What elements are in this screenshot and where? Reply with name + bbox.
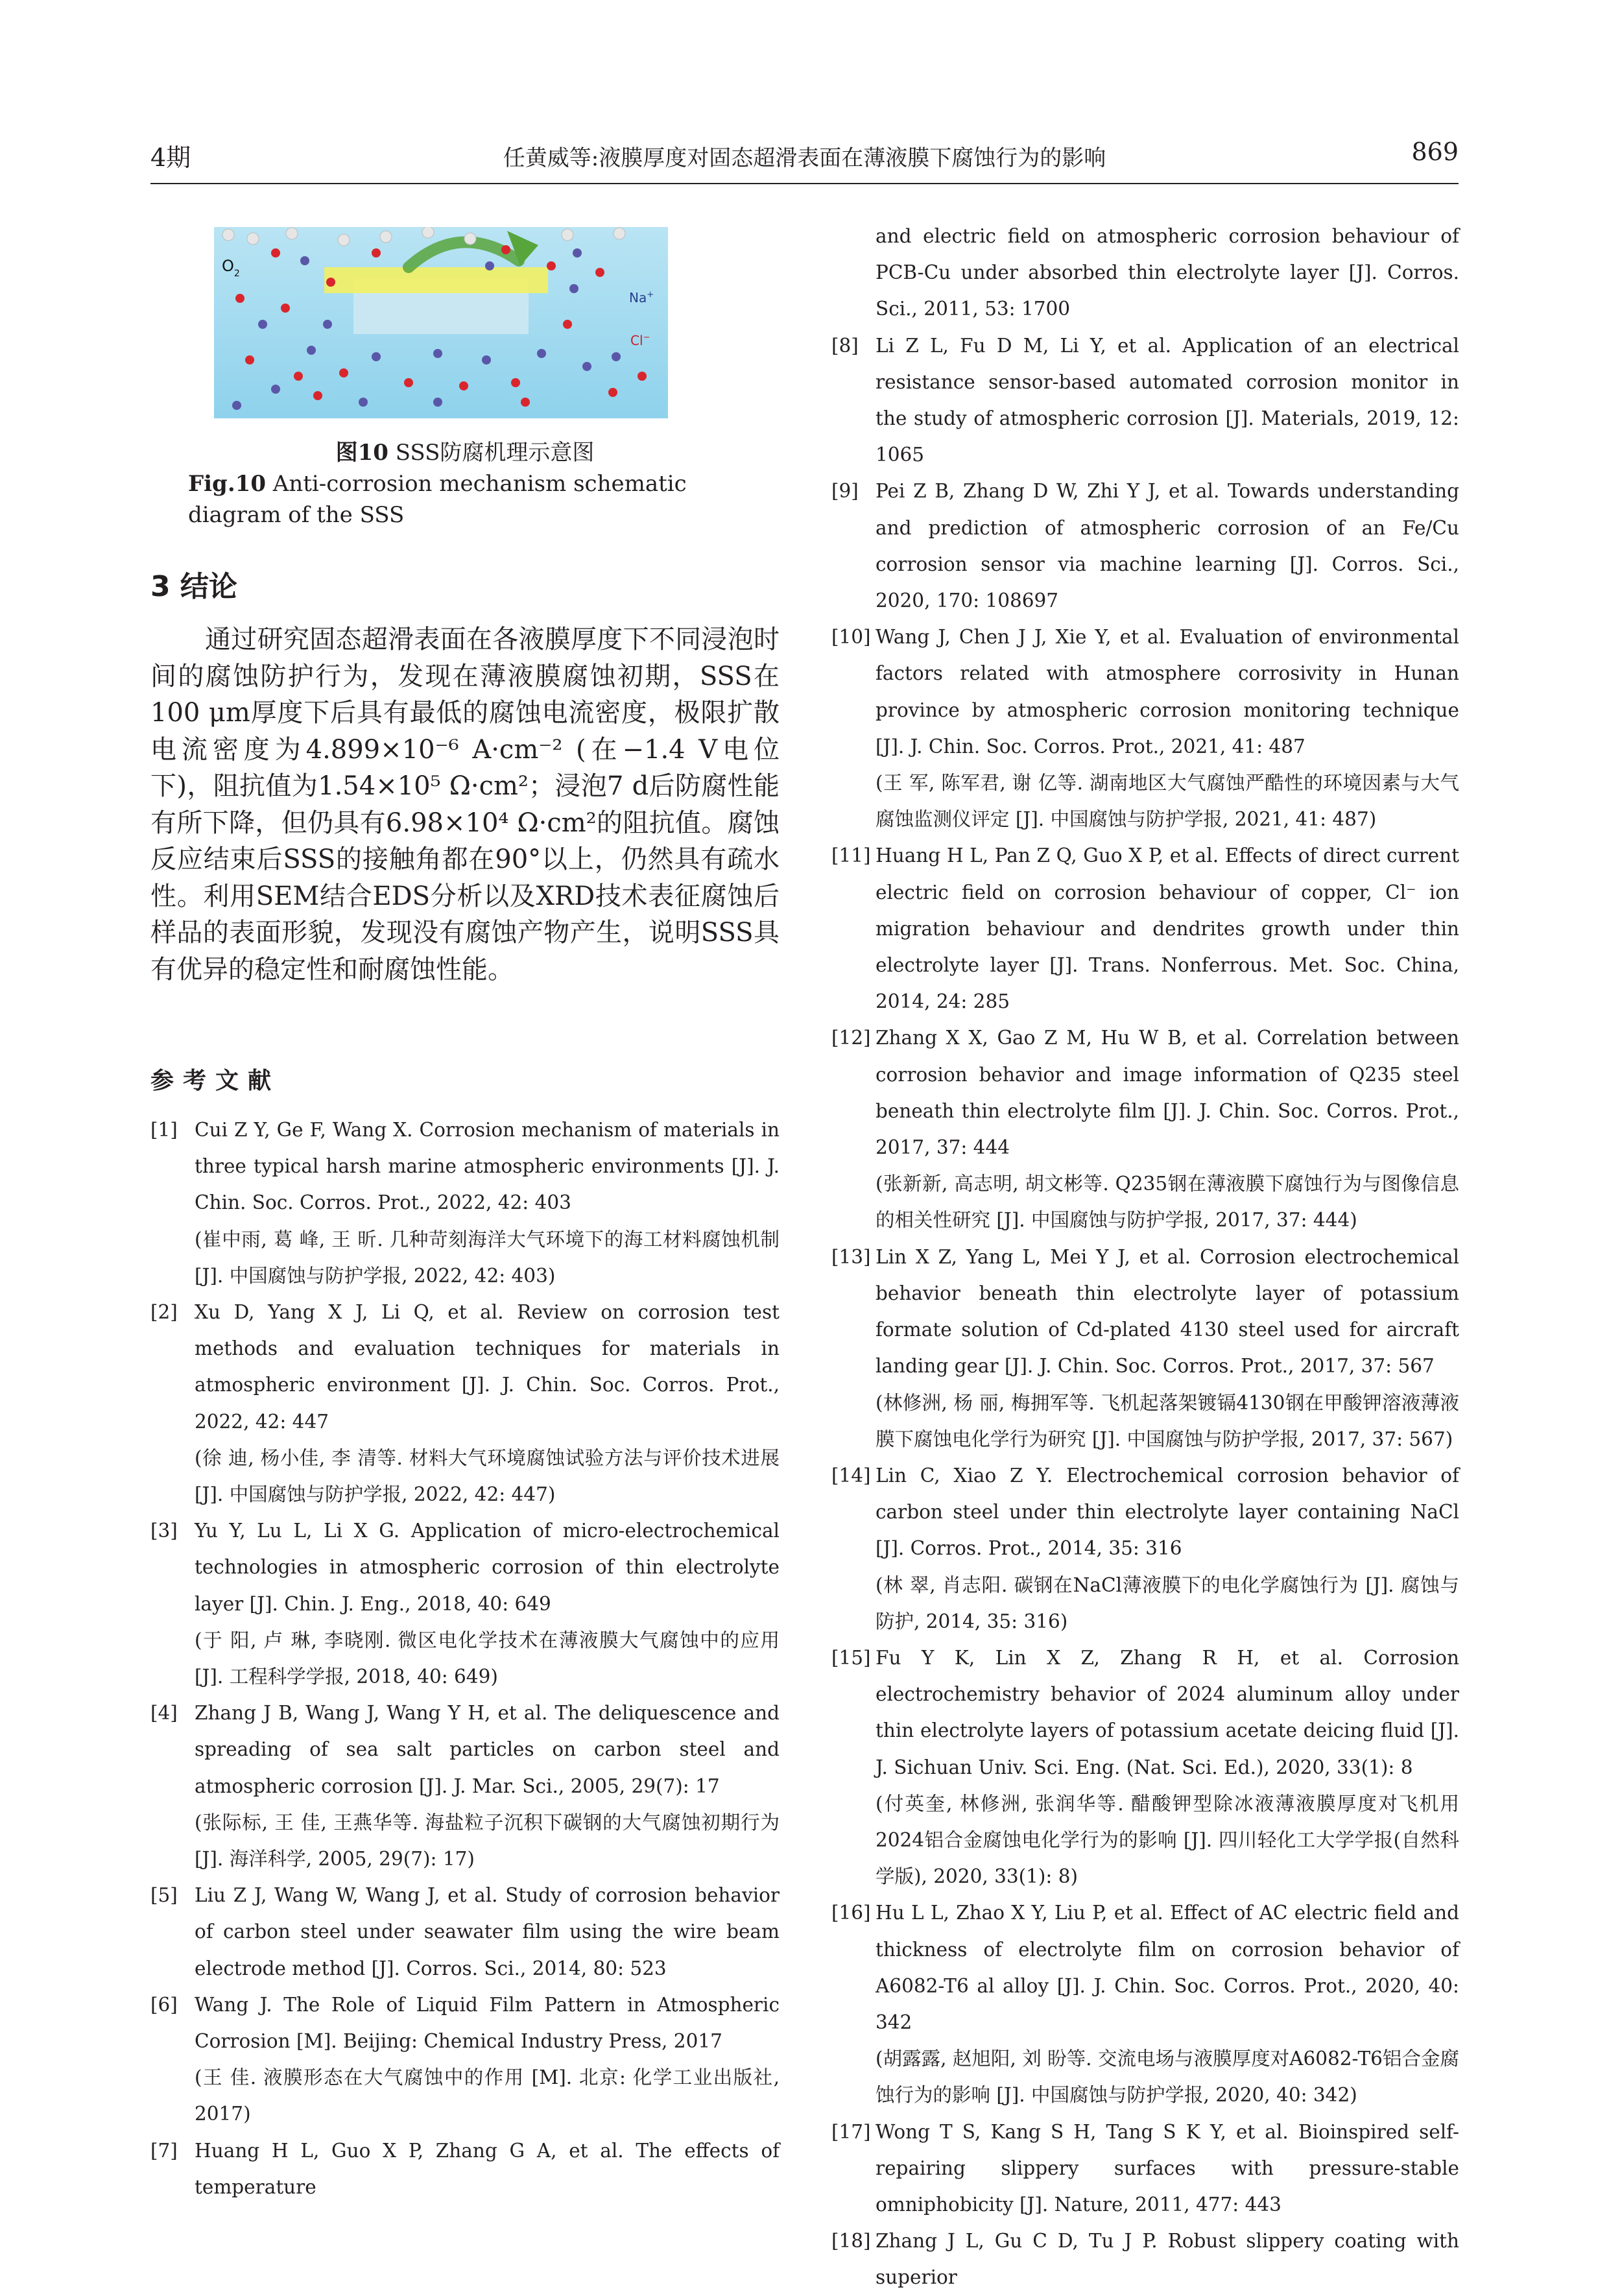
chloride-ion (372, 248, 381, 257)
chloride-ion (547, 261, 556, 270)
reference-item (150, 1513, 780, 1695)
reference-text-cn: (王 佳. 液膜形态在大气腐蚀中的作用 [M]. 北京: 化学工业出版社, 2017) (195, 2066, 780, 2125)
reference-item (831, 2223, 1459, 2295)
sodium-ion (307, 346, 316, 355)
chloride-ion (459, 381, 468, 390)
sodium-ion (612, 352, 621, 361)
sodium-ion (372, 352, 381, 361)
chloride-ion (271, 248, 280, 257)
reference-item (150, 2133, 780, 2205)
chloride-ion (404, 378, 413, 387)
sodium-ion (485, 261, 494, 270)
reference-item (831, 619, 1459, 837)
reference-number: [13] (831, 1245, 871, 1268)
chloride-ion (245, 355, 254, 365)
reference-text-en: Wang J. The Role of Liquid Film Pattern in Atmospheric Corrosion [M]. Beijing: Chemical Industry Press, 2017 (195, 1993, 780, 2053)
reference-text-cn: (徐 迪, 杨小佳, 李 清等. 材料大气环境腐蚀试验方法与评价技术进展 [J]. 中国腐蚀与防护学报, 2022, 42: 447) (195, 1446, 780, 1506)
reference-text-en: Huang H L, Guo X P, Zhang G A, et al. The effects of temperature (195, 2139, 780, 2198)
reference-number: [12] (831, 1027, 871, 1049)
reference-text-en: Zhang J L, Gu C D, Tu J P. Robust slippery coating with superior (876, 2230, 1459, 2289)
sodium-ion (573, 248, 582, 257)
reference-text-en: Huang H L, Pan Z Q, Guo X P, et al. Effects of direct current electric field on corrosion behaviour of copper, Cl⁻ ion migration behaviour and dendrites growth under thin electrolyte layer [J]. Trans. Nonferrous. Met. Soc. China, 2014, 24: 285 (876, 844, 1459, 1013)
reference-number: [1] (150, 1119, 178, 1141)
reference-item (831, 1457, 1459, 1640)
oxygen-particle (247, 233, 259, 245)
issue-number: 4期 (150, 143, 191, 172)
section-title: 3 结论 (150, 570, 237, 603)
chloride-ion (595, 268, 604, 277)
mechanism-schematic (214, 227, 668, 418)
page-number: 869 (1411, 138, 1459, 166)
sodium-ion (569, 284, 578, 293)
reference-item (150, 1877, 780, 1987)
reference-text-en: Lin X Z, Yang L, Mei Y J, et al. Corrosion electrochemical behavior beneath thin electrolyte layer of potassium formate solution of Cd-plated 4130 steel used for aircraft landing gear [J]. J. Chin. Soc. Corros. Prot., 2017, 37: 567 (876, 1245, 1459, 1378)
reference-item (150, 1112, 780, 1294)
oxygen-particle (222, 229, 234, 241)
chloride-ion (281, 304, 290, 313)
sodium-ion (300, 256, 309, 265)
reference-item (831, 2114, 1459, 2223)
oxygen-particle (380, 231, 392, 243)
reference-item (831, 1020, 1459, 1238)
reference-item (831, 837, 1459, 1020)
running-title: 任黄威等:液膜厚度对固态超滑表面在薄液膜下腐蚀行为的影响 (503, 145, 1106, 171)
reference-number: [10] (831, 626, 871, 649)
reference-text-en: Li Z L, Fu D M, Li Y, et al. Application of an electrical resistance sensor-based automated corrosion monitor in the study of atmospheric corrosion [J]. Materials, 2019, 12: 1065 (876, 334, 1459, 466)
sodium-ion (359, 398, 368, 407)
reference-number: [15] (831, 1646, 871, 1669)
chloride-ion (511, 378, 520, 387)
reference-text-cn: (林修洲, 杨 丽, 梅拥军等. 飞机起落架镀镉4130钢在甲酸钾溶液薄液膜下腐蚀电化学行为研究 [J]. 中国腐蚀与防护学报, 2017, 37: 567) (876, 1391, 1459, 1450)
chloride-ion (501, 245, 510, 254)
sodium-ion (582, 362, 591, 371)
reference-list-right (831, 328, 1459, 2296)
sodium-ion (433, 349, 442, 358)
chloride-ion (313, 391, 322, 400)
reference-item (831, 1895, 1459, 2113)
reference-text-en: Wang J, Chen J J, Xie Y, et al. Evaluation of environmental factors related with atmosphere corrosivity in Hunan province by atmospheric corrosion monitoring technique [J]. J. Chin. Soc. Corros. Prot., 2021, 41: 487 (876, 626, 1459, 758)
reference-number: [5] (150, 1884, 178, 1907)
reference-text-en: Pei Z B, Zhang D W, Zhi Y J, et al. Towards understanding and prediction of atmospheric corrosion of an Fe/Cu corrosion sensor via machine learning [J]. Corros. Sci., 2020, 170: 108697 (876, 480, 1459, 612)
reference-item (831, 1239, 1459, 1457)
header-rule (150, 183, 1459, 184)
sodium-ion (537, 349, 546, 358)
reference-item (831, 328, 1459, 473)
reference-text-en: Yu Y, Lu L, Li X G. Application of micro-electrochemical technologies in atmospheric corrosion of thin electrolyte layer [J]. Chin. J. Eng., 2018, 40: 649 (195, 1520, 780, 1615)
reference-number: [9] (831, 480, 859, 503)
oxygen-particle (562, 229, 573, 241)
conclusion-paragraph: 通过研究固态超滑表面在各液膜厚度下不同浸泡时间的腐蚀防护行为，发现在薄液膜腐蚀初期，SSS在100 μm厚度下后具有最低的腐蚀电流密度，极限扩散电流密度为4.899×10⁻⁶ A·cm⁻² (在−1.4 V电位下)，阻抗值为1.54×10⁵ Ω·cm²；浸泡7 d后防腐性能有所下降，但仍具有6.98×10⁴ Ω·cm²的阻抗值。腐蚀反应结束后SSS的接触角都在90°以上，仍然具有疏水性。利用SEM结合EDS分析以及XRD技术表征腐蚀后样品的表面形貌，发现没有腐蚀产物产生，说明SSS具有优异的稳定性和耐腐蚀性能。 (150, 625, 780, 985)
reference-number: [7] (150, 2139, 178, 2162)
oxygen-particle (422, 227, 434, 238)
cl-label: Cl− (630, 333, 650, 348)
reference-text-en: Fu Y K, Lin X Z, Zhang R H, et al. Corrosion electrochemistry behavior of 2024 aluminum alloy under thin electrolyte layers of potassium acetate deicing fluid [J]. J. Sichuan Univ. Sci. Eng. (Nat. Sci. Ed.), 2020, 33(1): 8 (876, 1646, 1459, 1778)
reference-text-en: Zhang J B, Wang J, Wang Y H, et al. The deliquescence and spreading of sea salt particles on carbon steel and atmospheric corrosion [J]. J. Mar. Sci., 2005, 29(7): 17 (195, 1702, 780, 1797)
chloride-ion (294, 372, 303, 381)
reference-item (150, 1987, 780, 2133)
reference-number: [8] (831, 334, 859, 357)
reference-item (831, 473, 1459, 619)
reference-number: [18] (831, 2230, 871, 2253)
reference-text-en: Lin C, Xiao Z Y. Electrochemical corrosion behavior of carbon steel under thin electrolyte layer containing NaCl [J]. Corros. Prot., 2014, 35: 316 (876, 1464, 1459, 1560)
sodium-ion (433, 398, 442, 407)
reference-text-cn: (于 阳, 卢 琳, 李晓刚. 微区电化学技术在薄液膜大气腐蚀中的应用 [J]. 工程科学学报, 2018, 40: 649) (195, 1629, 780, 1688)
figure-10 (214, 227, 668, 418)
chloride-ion (235, 294, 244, 303)
reference-text-en: Zhang X X, Gao Z M, Hu W B, et al. Correlation between corrosion behavior and image information of Q235 steel beneath thin electrolyte film [J]. J. Chin. Soc. Corros. Prot., 2017, 37: 444 (876, 1027, 1459, 1159)
oxygen-particle (464, 233, 476, 245)
reference-text-cn: (林 翠, 肖志阳. 碳钢在NaCl薄液膜下的电化学腐蚀行为 [J]. 腐蚀与防护, 2014, 35: 316) (876, 1573, 1459, 1632)
reference-text-cn: (崔中雨, 葛 峰, 王 昕. 几种苛刻海洋大气环境下的海工材料腐蚀机制 [J]. 中国腐蚀与防护学报, 2022, 42: 403) (195, 1228, 780, 1287)
reference-number: [2] (150, 1301, 178, 1324)
reference-text-cn: (付英奎, 林修洲, 张润华等. 醋酸钾型除冰液薄液膜厚度对飞机用2024铝合金腐蚀电化学行为的影响 [J]. 四川轻化工大学学报(自然科学版), 2020, 33(1): 8) (876, 1792, 1459, 1888)
reference-number: [16] (831, 1902, 871, 1924)
oxygen-particle (614, 228, 625, 239)
reference-number: [4] (150, 1702, 178, 1725)
oxygen-particle (338, 234, 350, 246)
reference-list-left (150, 1112, 780, 2205)
reference-text-en: Cui Z Y, Ge F, Wang X. Corrosion mechanism of materials in three typical harsh marine atmospheric environments [J]. J. Chin. Soc. Corros. Prot., 2022, 42: 403 (195, 1119, 780, 1214)
reference-number: [17] (831, 2120, 871, 2143)
sodium-ion (323, 320, 332, 329)
reference-number: [6] (150, 1993, 178, 2016)
sodium-ion (232, 401, 241, 410)
chloride-ion (326, 278, 335, 287)
reference-item (150, 1294, 780, 1513)
chloride-ion (521, 398, 530, 407)
reference-number: [11] (831, 844, 871, 867)
figure-caption-en: Fig.10 Anti-corrosion mechanism schematic diagram of the SSS (188, 471, 687, 528)
chloride-ion (563, 320, 572, 329)
reference-text-cn: (王 军, 陈军君, 谢 亿等. 湖南地区大气腐蚀严酷性的环境因素与大气腐蚀监测仪评定 [J]. 中国腐蚀与防护学报, 2021, 41: 487) (876, 772, 1459, 831)
reference-text-cn: (张新新, 高志明, 胡文彬等. Q235钢在薄液膜下腐蚀行为与图像信息的相关性研究 [J]. 中国腐蚀与防护学报, 2017, 37: 444) (876, 1173, 1459, 1232)
references-heading: 参考文献 (150, 1068, 281, 1094)
reference-item (150, 1695, 780, 1877)
reference-text-en: Liu Z J, Wang W, Wang J, et al. Study of corrosion behavior of carbon steel under seawater film using the wire beam electrode method [J]. Corros. Sci., 2014, 80: 523 (195, 1884, 780, 1979)
sodium-ion (258, 320, 267, 329)
chloride-ion (339, 368, 348, 377)
page-header (150, 138, 1459, 176)
reference-item (831, 1640, 1459, 1895)
reference-text-en: Wong T S, Kang S H, Tang S K Y, et al. Bioinspired self-repairing slippery surfaces with pressure-stable omniphobicity [J]. Nature, 2011, 477: 443 (876, 2120, 1459, 2216)
o2-label: $O_2$ (222, 257, 240, 279)
figure-caption-cn: 图10 SSS防腐机理示意图 (335, 440, 595, 466)
reference-7-continuation: and electric field on atmospheric corrosion behaviour of PCB-Cu under absorbed thin electrolyte layer [J]. Corros. Sci., 2011, 53: 1700 (876, 225, 1459, 320)
chloride-ion (638, 372, 647, 381)
reference-number: [3] (150, 1520, 178, 1542)
sodium-ion (271, 385, 280, 394)
na-label: Na+ (629, 290, 654, 305)
reference-text-cn: (张际标, 王 佳, 王燕华等. 海盐粒子沉积下碳钢的大气腐蚀初期行为 [J]. 海洋科学, 2005, 29(7): 17) (195, 1811, 780, 1871)
reference-list-right-wrapper (831, 218, 1459, 2296)
reference-number: [14] (831, 1464, 871, 1487)
oxygen-particle (286, 228, 298, 239)
slippery-coating-layer (324, 267, 548, 293)
sodium-ion (482, 355, 491, 365)
reference-text-cn: (胡露露, 赵旭阳, 刘 盼等. 交流电场与液膜厚度对A6082-T6铝合金腐蚀行为的影响 [J]. 中国腐蚀与防护学报, 2020, 40: 342) (876, 2048, 1459, 2107)
chloride-ion (608, 388, 617, 397)
reference-text-en: Xu D, Yang X J, Li Q, et al. Review on corrosion test methods and evaluation techniques for materials in atmospheric environment [J]. J. Chin. Soc. Corros. Prot., 2022, 42: 447 (195, 1301, 780, 1433)
reference-text-en: Hu L L, Zhao X Y, Liu P, et al. Effect of AC electric field and thickness of electrolyte film on corrosion behavior of A6082-T6 al alloy [J]. J. Chin. Soc. Corros. Prot., 2020, 40: 342 (876, 1902, 1459, 2033)
